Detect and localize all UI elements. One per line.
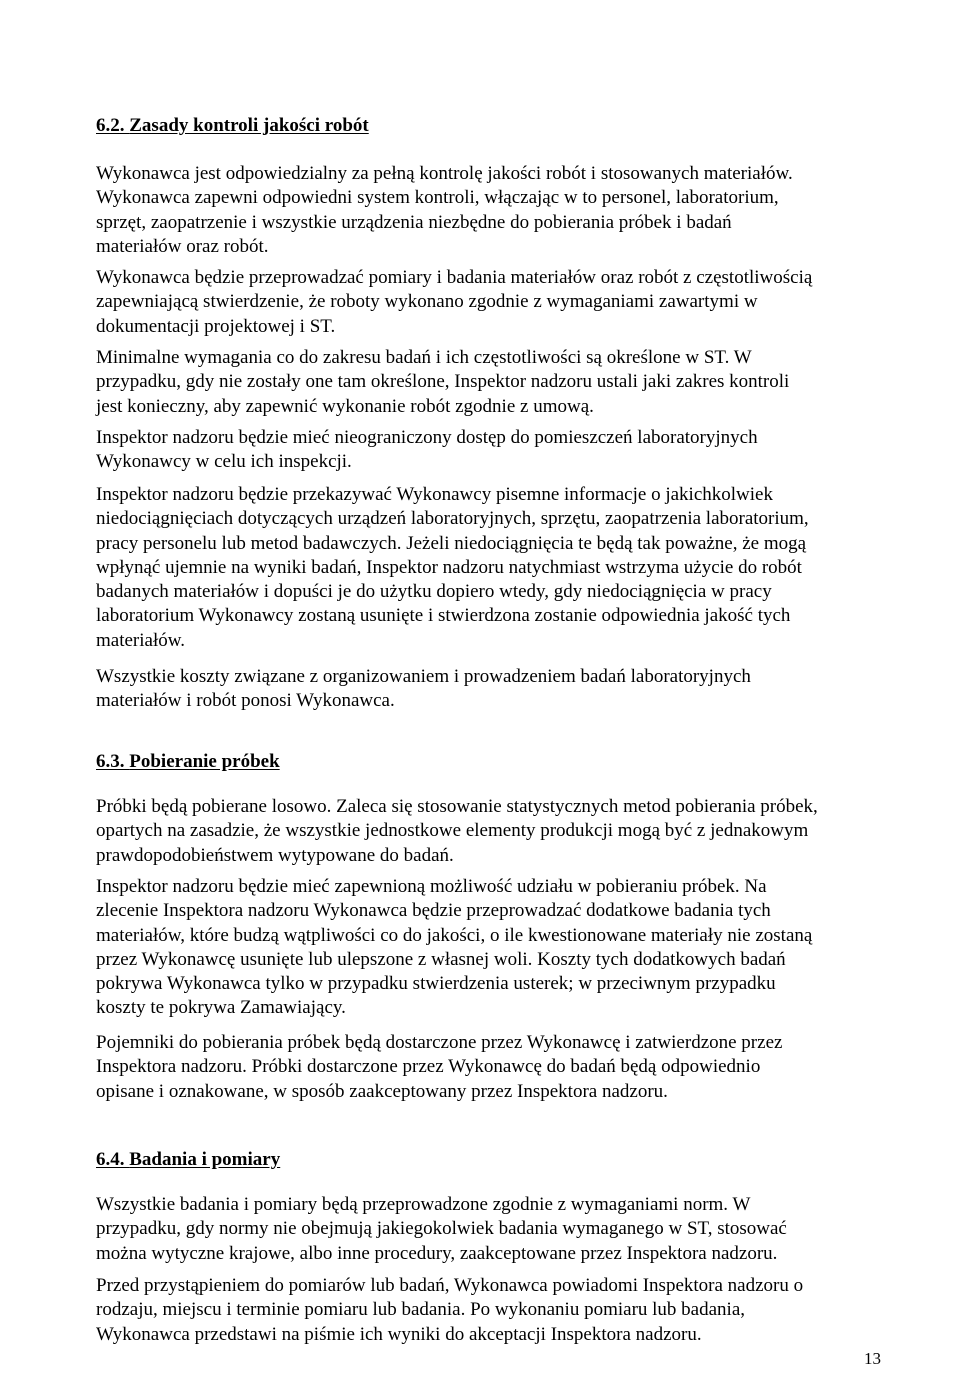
text-line: Inspektor nadzoru będzie mieć nieograniczony dostęp do pomieszczeń laboratoryjnych — [96, 427, 758, 448]
text-line: Wykonawca przedstawi na piśmie ich wyniki do akceptacji Inspektora nadzoru. — [96, 1323, 702, 1345]
paragraph — [96, 426, 758, 475]
text-line: przypadku, gdy nie zostały one tam określone, Inspektor nadzoru ustali jaki zakres kontroli — [96, 371, 790, 393]
paragraph — [96, 266, 812, 339]
section-number: 6.2. — [96, 115, 125, 136]
paragraph — [96, 1031, 782, 1104]
text-line: pracy personelu lub metod badawczych. Jeżeli niedociągnięcia te będą tak poważne, że mogą — [96, 532, 807, 554]
paragraph — [96, 795, 818, 868]
text-line: materiałów, które budzą wątpliwości co do jakości, o ile kwestionowane materiały nie zostaną — [96, 924, 813, 946]
text-line: materiałów i robót ponosi Wykonawca. — [96, 690, 395, 712]
text-line: rodzaju, miejscu i terminie pomiaru lub badania. Po wykonaniu pomiaru lub badania, — [96, 1299, 746, 1321]
page-number: 13 — [864, 1349, 881, 1368]
text-line: można wytyczne krajowe, albo inne procedury, zaakceptowane przez Inspektora nadzoru. — [96, 1242, 778, 1264]
text-line: niedociągnięciach dotyczących urządzeń laboratoryjnych, sprzętu, zaopatrzenia laboratorium, — [96, 508, 809, 530]
text-line: opisane i oznakowane, w sposób zaakceptowany przez Inspektora nadzoru. — [96, 1080, 668, 1102]
text-line: opartych na zasadzie, że wszystkie jednostkowe elementy produkcji mogą być z jednakowym — [96, 820, 809, 842]
text-line: Wszystkie badania i pomiary będą przeprowadzone zgodnie z wymaganiami norm. W — [96, 1194, 751, 1215]
paragraph — [96, 483, 809, 653]
text-line: Pojemniki do pobierania próbek będą dostarczone przez Wykonawcę i zatwierdzone przez — [96, 1032, 783, 1053]
text-line: przypadku, gdy normy nie obejmują jakiegokolwiek badania wymaganego w ST, stosować — [96, 1218, 787, 1240]
text-line: Wykonawca jest odpowiedzialny za pełną kontrolę jakości robót i stosowanych materiałów. — [96, 163, 793, 184]
text-line: pokrywa Wykonawca tylko w przypadku stwierdzenia usterek; w przeciwnym przypadku — [96, 973, 776, 995]
text-line: Próbki będą pobierane losowo. Zaleca się stosowanie statystycznych metod pobierania próbek, — [96, 796, 818, 817]
text-line: sprzęt, zaopatrzenie i wszystkie urządzenia niezbędne do pobierania próbek i badań — [96, 211, 732, 233]
text-line: dokumentacji projektowej i ST. — [96, 315, 336, 337]
text-line: przez Wykonawcę usunięte lub ulepszone z własnej woli. Koszty tych dodatkowych badań — [96, 948, 786, 970]
section-number: 6.3. — [96, 751, 125, 772]
text-line: materiałów oraz robót. — [96, 235, 269, 257]
text-line: materiałów. — [96, 629, 185, 651]
section-number: 6.4. — [96, 1149, 125, 1170]
text-line: zlecenie Inspektora nadzoru Wykonawca będzie przeprowadzać dodatkowe badania tych — [96, 900, 771, 922]
text-line: Wszystkie koszty związane z organizowaniem i prowadzeniem badań laboratoryjnych — [96, 666, 751, 687]
paragraph — [96, 346, 789, 419]
text-line: badanych materiałów i dopuści je do użytku dopiero wtedy, gdy niedociągnięcia w pracy — [96, 581, 772, 603]
paragraph — [96, 665, 751, 714]
section-title: Pobieranie próbek — [129, 751, 280, 772]
text-line: zapewniającą stwierdzenie, że roboty wykonano zgodnie z wymaganiami zawartymi w — [96, 291, 758, 313]
text-line: Inspektor nadzoru będzie mieć zapewnioną możliwość udziału w pobieraniu próbek. Na — [96, 876, 767, 897]
text-line: koszty te pokrywa Zamawiający. — [96, 997, 346, 1019]
section-heading-6-2 — [96, 114, 369, 138]
text-line: laboratorium Wykonawcy zostaną usunięte i stwierdzona zostanie odpowiednia jakość tych — [96, 605, 791, 627]
section-title: Zasady kontroli jakości robót — [129, 115, 369, 136]
paragraph — [96, 1274, 803, 1347]
text-line: wpłynąć ujemnie na wyniki badań, Inspektor nadzoru natychmiast wstrzyma użycie do robót — [96, 556, 802, 578]
paragraph — [96, 875, 812, 1021]
section-heading-6-3 — [96, 750, 280, 774]
text-line: Wykonawcy w celu ich inspekcji. — [96, 451, 352, 473]
text-line: Przed przystąpieniem do pomiarów lub badań, Wykonawca powiadomi Inspektora nadzoru o — [96, 1275, 804, 1296]
text-line: Wykonawca będzie przeprowadzać pomiary i badania materiałów oraz robót z częstotliwością — [96, 267, 813, 288]
text-line: Inspektor nadzoru będzie przekazywać Wykonawcy pisemne informacje o jakichkolwiek — [96, 484, 773, 505]
text-line: Wykonawca zapewni odpowiedni system kontroli, włączając w to personel, laboratorium, — [96, 187, 779, 209]
section-title: Badania i pomiary — [129, 1149, 281, 1170]
text-line: jest konieczny, aby zapewnić wykonanie robót zgodnie z umową. — [96, 395, 594, 417]
text-line: prawdopodobieństwem wytypowane do badań. — [96, 844, 454, 866]
text-line: Inspektora nadzoru. Próbki dostarczone przez Wykonawcę do badań będą odpowiednio — [96, 1056, 761, 1078]
section-heading-6-4 — [96, 1148, 280, 1172]
text-line: Minimalne wymagania co do zakresu badań i ich częstotliwości są określone w ST. W — [96, 347, 752, 368]
paragraph — [96, 1193, 787, 1266]
paragraph — [96, 162, 793, 259]
